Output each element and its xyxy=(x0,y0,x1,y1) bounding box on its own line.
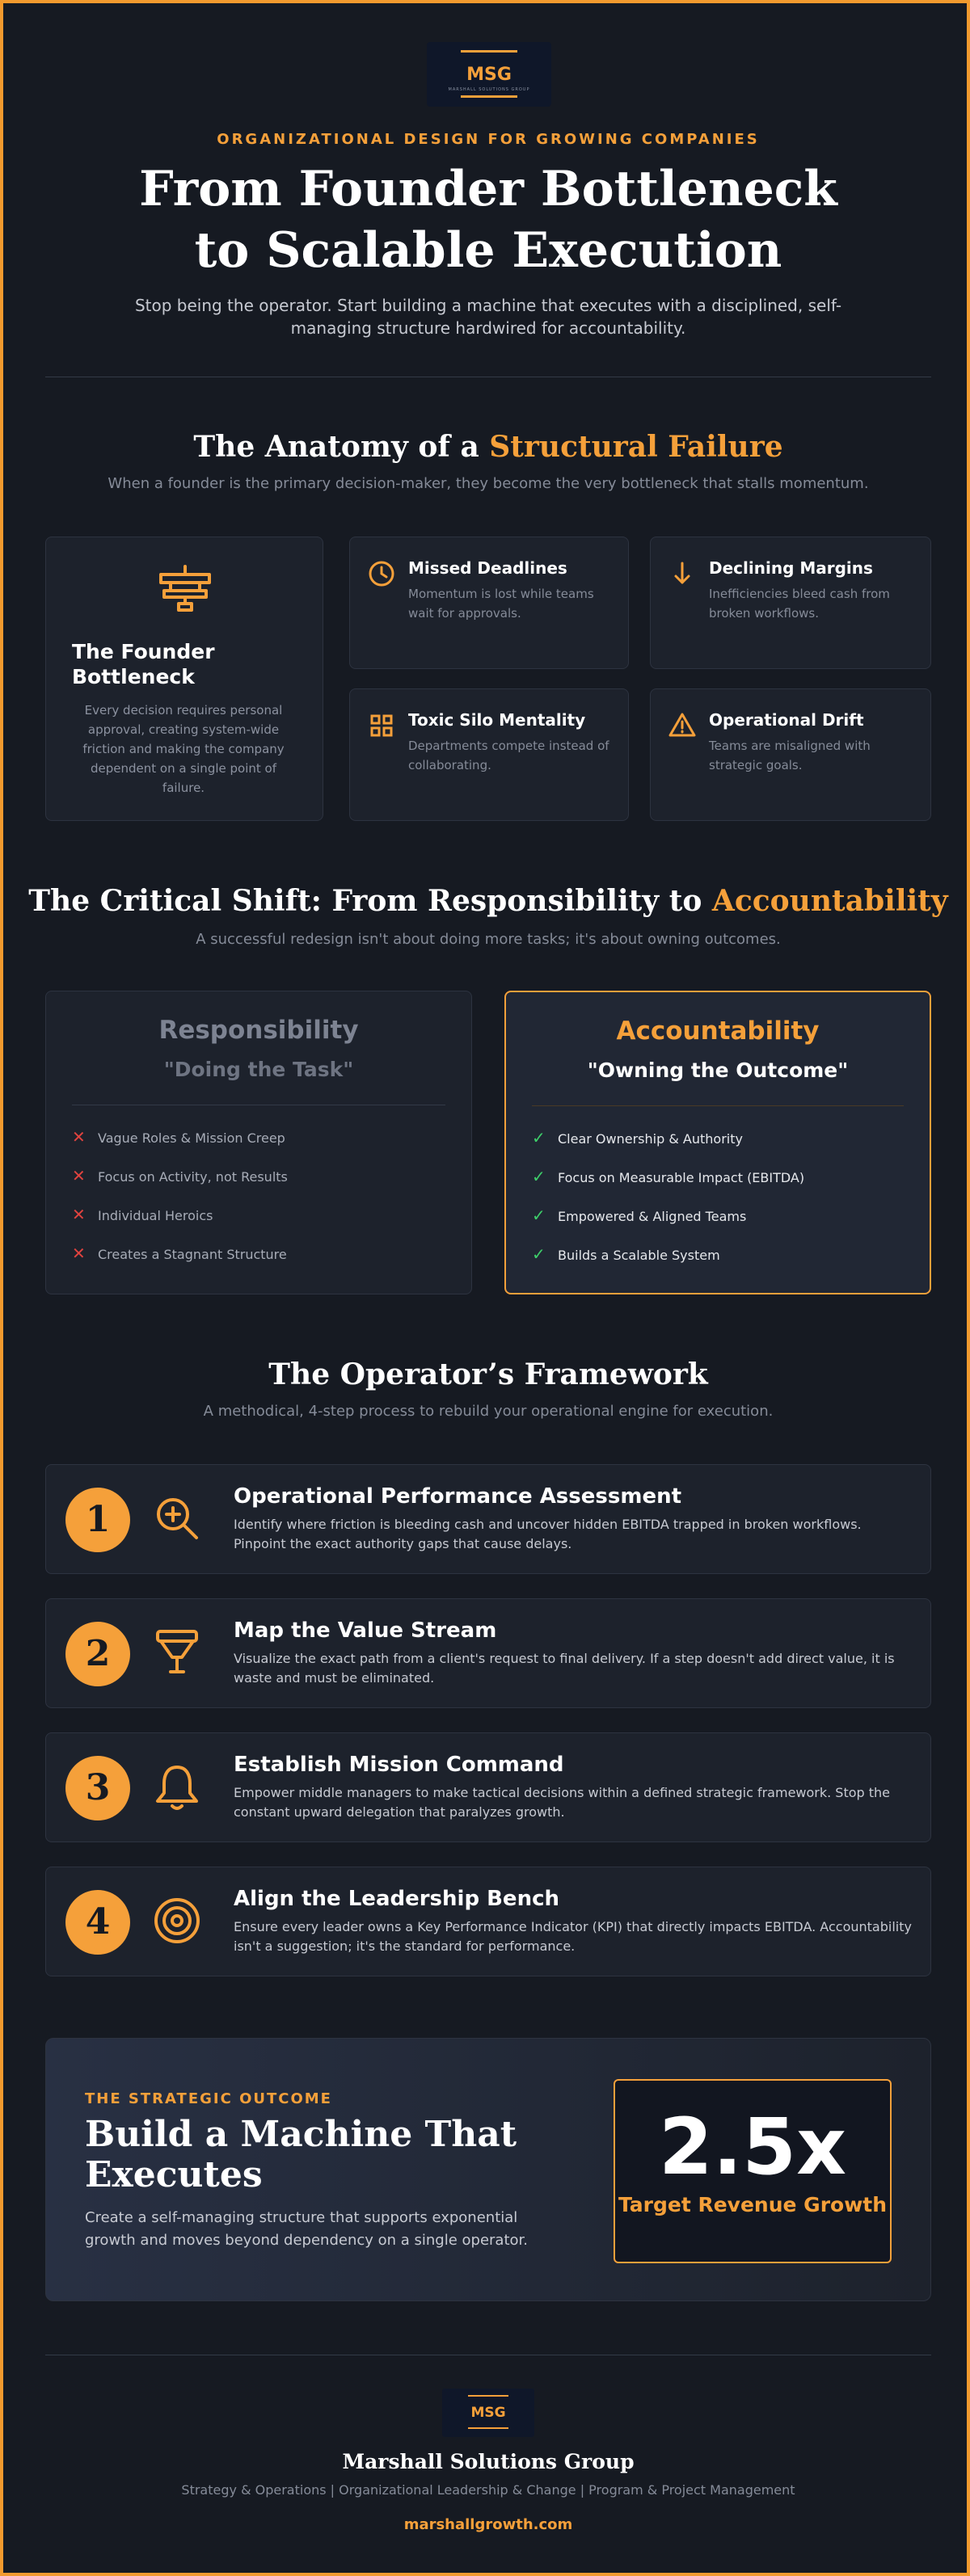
declining-margins-desc: Inefficiencies bleed cash from broken workflows. xyxy=(709,587,890,621)
step-title: Establish Mission Command xyxy=(234,1753,564,1777)
grid-icon xyxy=(369,713,394,741)
responsibility-item-label: Individual Heroics xyxy=(98,1208,213,1223)
step-number: 2 xyxy=(65,1622,130,1686)
anatomy-title xyxy=(3,430,970,464)
operational-drift-title: Operational Drift xyxy=(709,710,864,730)
hero-title-line1: From Founder Bottleneck xyxy=(139,161,837,217)
toxic-silo-desc: Departments compete instead of collaborating. xyxy=(408,739,609,772)
arrow-down-icon xyxy=(670,560,694,591)
anatomy-subtitle: When a founder is the primary decision-maker, they become the very bottleneck that stalls momentum. xyxy=(108,475,869,492)
x-icon: ✕ xyxy=(72,1244,86,1263)
accountability-item xyxy=(532,1244,720,1264)
declining-margins-card xyxy=(650,537,931,669)
accountability-card xyxy=(504,991,931,1294)
footer-services: Strategy & Operations | Organizational Leadership & Change | Program & Project Management xyxy=(181,2482,795,2498)
funnel-icon xyxy=(153,1628,201,1682)
accountability-item xyxy=(532,1167,804,1186)
responsibility-heading: Responsibility xyxy=(158,1016,359,1045)
step-title: Align the Leadership Bench xyxy=(234,1887,559,1911)
framework-step-2 xyxy=(45,1598,931,1708)
shift-title-prefix: The Critical Shift: From Responsibility to xyxy=(28,884,712,918)
operational-drift-desc: Teams are misaligned with strategic goals. xyxy=(709,739,871,772)
responsibility-item xyxy=(72,1166,288,1185)
accountability-rule xyxy=(532,1105,904,1106)
accountability-item-label: Clear Ownership & Authority xyxy=(558,1131,743,1147)
toxic-silo-title: Toxic Silo Mentality xyxy=(408,710,586,730)
step-number: 1 xyxy=(65,1488,130,1552)
responsibility-quote: "Doing the Task" xyxy=(163,1058,354,1081)
founder-bottleneck-desc: Every decision requires personal approval, creating system-wide friction and making the company dependent on a single point of failure. xyxy=(82,703,285,795)
check-icon: ✓ xyxy=(532,1167,546,1186)
footer-logo-bottom-bar xyxy=(468,2427,508,2429)
shift-title-highlight: Accountability xyxy=(711,884,948,918)
founder-bottleneck-card xyxy=(45,537,323,821)
step-desc: Visualize the exact path from a client's request to final delivery. If a step doesn't add direct value, it is waste and must be eliminated. xyxy=(234,1651,895,1686)
framework-title: The Operator’s Framework xyxy=(268,1357,708,1391)
missed-deadlines-title: Missed Deadlines xyxy=(408,558,567,578)
footer-logo-text: MSG xyxy=(470,2405,506,2421)
operational-drift-card xyxy=(650,688,931,821)
logo-bottom-bar xyxy=(461,95,517,98)
hero-eyebrow: ORGANIZATIONAL DESIGN FOR GROWING COMPANIES xyxy=(217,131,760,148)
step-desc: Identify where friction is bleeding cash and uncover hidden EBITDA trapped in broken workflows. Pinpoint the exact authority gaps that cause delays. xyxy=(234,1517,862,1551)
stat-value: 2.5x xyxy=(659,2102,846,2192)
outcome-desc: Create a self-managing structure that supports exponential growth and moves beyond dependency on a single operator. xyxy=(85,2209,529,2249)
footer-company-name: Marshall Solutions Group xyxy=(342,2450,635,2473)
check-icon: ✓ xyxy=(532,1244,546,1264)
x-icon: ✕ xyxy=(72,1127,86,1147)
x-icon: ✕ xyxy=(72,1205,86,1224)
responsibility-item xyxy=(72,1244,287,1263)
step-desc: Empower middle managers to make tactical decisions within a defined strategic framework. Stop the constant upward delegation that paralyzes growth. xyxy=(234,1785,891,1820)
shift-subtitle: A successful redesign isn't about doing more tasks; it's about owning outcomes. xyxy=(196,931,781,948)
clock-icon xyxy=(368,560,395,591)
hero-title xyxy=(84,158,892,281)
logo-top-bar xyxy=(461,50,517,53)
magnify-plus-icon xyxy=(153,1494,201,1546)
check-icon: ✓ xyxy=(532,1206,546,1225)
check-icon: ✓ xyxy=(532,1128,546,1147)
target-icon xyxy=(153,1896,201,1948)
missed-deadlines-desc: Momentum is lost while teams wait for approvals. xyxy=(408,587,594,621)
responsibility-card xyxy=(45,991,472,1294)
warning-icon xyxy=(668,712,696,741)
logo-text: MSG xyxy=(466,65,512,85)
responsibility-item-label: Creates a Stagnant Structure xyxy=(98,1247,287,1262)
anatomy-title-prefix: The Anatomy of a xyxy=(193,430,490,464)
accountability-heading: Accountability xyxy=(616,1017,820,1046)
responsibility-item xyxy=(72,1205,213,1224)
framework-step-4 xyxy=(45,1867,931,1976)
toxic-silo-card xyxy=(349,688,629,821)
logo-subtext: MARSHALL SOLUTIONS GROUP xyxy=(448,87,530,92)
outcome-title: Build a Machine That Executes xyxy=(85,2114,517,2195)
footer-website-link[interactable]: marshallgrowth.com xyxy=(403,2516,573,2533)
accountability-item-label: Empowered & Aligned Teams xyxy=(558,1209,747,1224)
accountability-item xyxy=(532,1206,746,1225)
missed-deadlines-card xyxy=(349,537,629,669)
x-icon: ✕ xyxy=(72,1166,86,1185)
accountability-item-label: Focus on Measurable Impact (EBITDA) xyxy=(558,1170,805,1185)
accountability-item-label: Builds a Scalable System xyxy=(558,1248,720,1263)
responsibility-item-label: Vague Roles & Mission Creep xyxy=(98,1130,285,1146)
hero-subtitle: Stop being the operator. Start building a machine that executes with a disciplined, self-managing structure hardwired for accountability. xyxy=(134,296,842,338)
step-number: 4 xyxy=(65,1890,130,1955)
declining-margins-title: Declining Margins xyxy=(709,558,873,578)
bell-icon xyxy=(153,1762,201,1816)
step-desc: Ensure every leader owns a Key Performance Indicator (KPI) that directly impacts EBITDA. Accountability isn't a suggestion; it's the standard for performance. xyxy=(234,1919,912,1954)
footer-logo xyxy=(442,2389,534,2437)
framework-step-1 xyxy=(45,1464,931,1574)
footer-logo-top-bar xyxy=(468,2395,508,2397)
step-title: Map the Value Stream xyxy=(234,1618,497,1643)
strategic-outcome-panel xyxy=(45,2038,931,2301)
step-title: Operational Performance Assessment xyxy=(234,1484,682,1509)
shift-title xyxy=(3,884,970,918)
stat-label: Target Revenue Growth xyxy=(618,2193,888,2216)
hierarchy-icon xyxy=(158,565,213,617)
header-logo xyxy=(427,42,551,107)
accountability-quote: "Owning the Outcome" xyxy=(587,1059,849,1082)
founder-bottleneck-title: The Founder Bottleneck xyxy=(72,640,215,688)
revenue-growth-stat xyxy=(614,2079,892,2263)
step-number: 3 xyxy=(65,1756,130,1820)
outcome-eyebrow: THE STRATEGIC OUTCOME xyxy=(85,2090,332,2107)
framework-step-3 xyxy=(45,1732,931,1842)
accountability-item xyxy=(532,1128,743,1147)
responsibility-item xyxy=(72,1127,285,1147)
responsibility-item-label: Focus on Activity, not Results xyxy=(98,1169,288,1185)
hero-title-line2: to Scalable Execution xyxy=(194,222,782,279)
anatomy-title-highlight: Structural Failure xyxy=(489,430,783,464)
framework-subtitle: A methodical, 4-step process to rebuild your operational engine for execution. xyxy=(203,1403,774,1420)
